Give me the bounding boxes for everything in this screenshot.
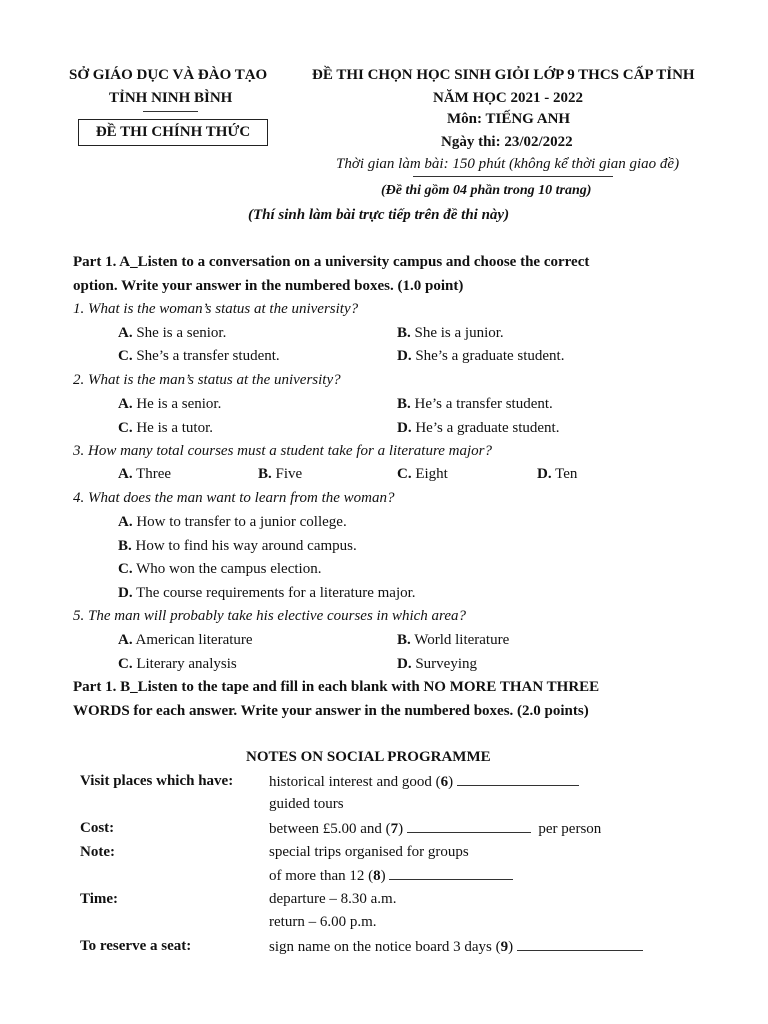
q1-option-a[interactable]: A. She is a senior. xyxy=(118,325,227,341)
blank-7[interactable] xyxy=(407,820,531,833)
q3-option-c[interactable]: C. Eight xyxy=(397,466,448,482)
exam-date: Ngày thi: 23/02/2022 xyxy=(441,134,573,150)
pages-note: (Đề thi gồm 04 phần trong 10 trang) xyxy=(381,183,592,198)
question-2: 2. What is the man’s status at the university? xyxy=(73,372,341,388)
issuer-line2: TỈNH NINH BÌNH xyxy=(109,90,233,106)
notes-cost-line: between £5.00 and (7) per person xyxy=(269,821,602,837)
q5-option-a[interactable]: A. American literature xyxy=(118,632,253,648)
part1a-heading-line2: option. Write your answer in the numbered boxes. (1.0 point) xyxy=(73,278,464,294)
q5-option-d[interactable]: D. Surveying xyxy=(397,656,478,672)
question-3: 3. How many total courses must a student take for a literature major? xyxy=(73,443,493,459)
q4-option-a[interactable]: A. How to transfer to a junior college. xyxy=(118,514,347,530)
part1a-heading-line1: Part 1. A_Listen to a conversation on a university campus and choose the correct xyxy=(73,254,590,270)
q1-option-c[interactable]: C. She’s a transfer student. xyxy=(118,348,280,364)
issuer-underline xyxy=(143,111,198,112)
notes-label-reserve: To reserve a seat: xyxy=(80,938,192,954)
duration: Thời gian làm bài: 150 phút (không kể thời gian giao đề) xyxy=(336,156,680,172)
q5-option-b[interactable]: B. World literature xyxy=(397,632,510,648)
q3-option-b[interactable]: B. Five xyxy=(258,466,303,482)
notes-visit-line2: guided tours xyxy=(269,796,344,812)
notes-label-cost: Cost: xyxy=(80,820,115,836)
q3-option-d[interactable]: D. Ten xyxy=(537,466,578,482)
q2-option-c[interactable]: C. He is a tutor. xyxy=(118,420,213,436)
question-5: 5. The man will probably take his elective courses in which area? xyxy=(73,608,466,624)
q3-option-a[interactable]: A. Three xyxy=(118,466,172,482)
question-1: 1. What is the woman’s status at the university? xyxy=(73,301,359,317)
question-4: 4. What does the man want to learn from the woman? xyxy=(73,490,395,506)
instruction: (Thí sinh làm bài trực tiếp trên đề thi này) xyxy=(248,207,510,223)
notes-reserve-line: sign name on the notice board 3 days (9) xyxy=(269,938,643,956)
notes-label-note: Note: xyxy=(80,844,115,860)
official-exam-box: ĐỀ THI CHÍNH THỨC xyxy=(78,119,268,146)
notes-title: NOTES ON SOCIAL PROGRAMME xyxy=(246,749,491,765)
blank-9[interactable] xyxy=(517,938,643,951)
notes-note-line1: special trips organised for groups xyxy=(269,844,469,860)
part1b-heading-line2: WORDS for each answer. Write your answer in the numbered boxes. (2.0 points) xyxy=(73,703,589,719)
q4-option-b[interactable]: B. How to find his way around campus. xyxy=(118,538,357,554)
q2-option-d[interactable]: D. He’s a graduate student. xyxy=(397,420,560,436)
q4-option-d[interactable]: D. The course requirements for a literature major. xyxy=(118,585,416,601)
notes-time-line1: departure – 8.30 a.m. xyxy=(269,891,397,907)
notes-visit-line1: historical interest and good (6) xyxy=(269,773,579,791)
notes-time-line2: return – 6.00 p.m. xyxy=(269,914,377,930)
q4-option-c[interactable]: C. Who won the campus election. xyxy=(118,561,322,577)
part1b-heading-line1: Part 1. B_Listen to the tape and fill in each blank with NO MORE THAN THREE xyxy=(73,679,600,695)
school-year: NĂM HỌC 2021 - 2022 xyxy=(433,90,583,106)
q1-option-b[interactable]: B. She is a junior. xyxy=(397,325,504,341)
subject: Môn: TIẾNG ANH xyxy=(447,111,571,127)
exam-title: ĐỀ THI CHỌN HỌC SINH GIỎI LỚP 9 THCS CẤP TỈNH xyxy=(312,67,695,83)
duration-underline xyxy=(413,176,613,177)
q2-option-a[interactable]: A. He is a senior. xyxy=(118,396,222,412)
q1-option-d[interactable]: D. She’s a graduate student. xyxy=(397,348,565,364)
blank-8[interactable] xyxy=(389,867,513,880)
notes-note-line2: of more than 12 (8) xyxy=(269,867,513,885)
blank-6[interactable] xyxy=(457,773,579,786)
q5-option-c[interactable]: C. Literary analysis xyxy=(118,656,237,672)
q2-option-b[interactable]: B. He’s a transfer student. xyxy=(397,396,553,412)
notes-label-time: Time: xyxy=(80,891,119,907)
issuer-line1: SỞ GIÁO DỤC VÀ ĐÀO TẠO xyxy=(69,67,268,83)
notes-label-visit: Visit places which have: xyxy=(80,773,234,789)
